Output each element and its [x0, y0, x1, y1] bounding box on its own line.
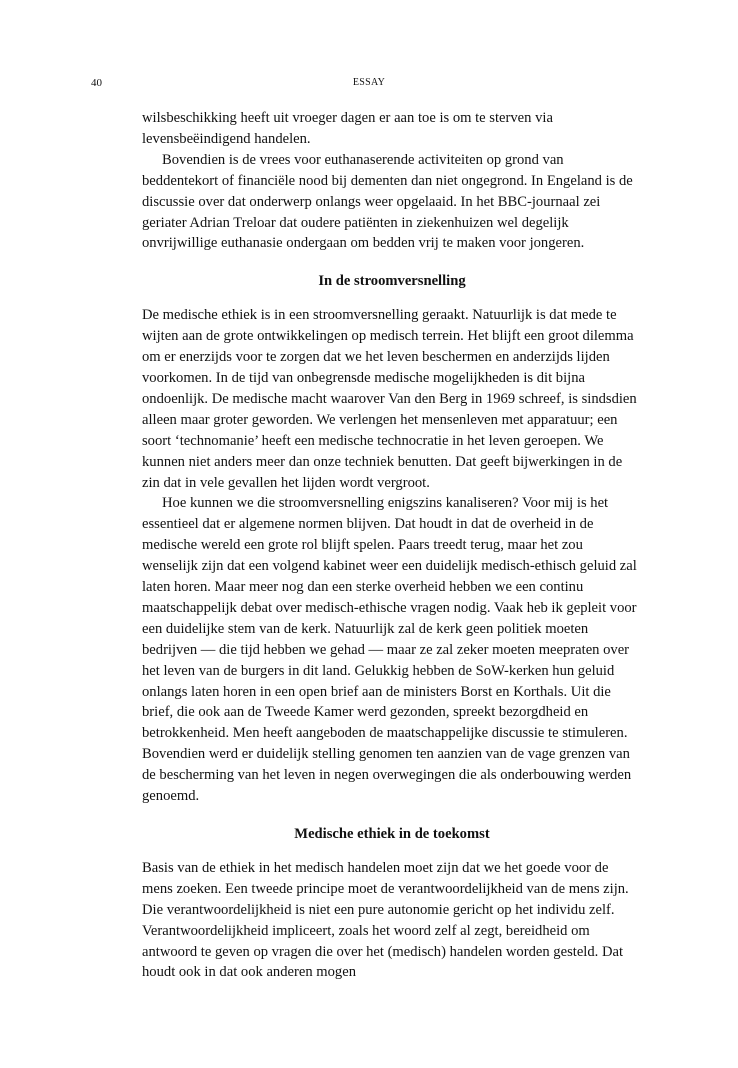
section-heading-stroomversnelling: In de stroomversnelling [318, 273, 466, 290]
paragraph: Basis van de ethiek in het medisch handelen moet zijn dat we het goede voor de mens zoeken. Een tweede principe moet de verantwoordelijkheid van de mens zijn. Die verantwoordelijkheid is niet een pure autonomie gericht op het individu zelf. Verantwoordelijkheid impliceert, zoals het woord zelf al zegt, bereidheid om antwoord te geven op vragen die over het (medisch) handelen worden gesteld. Dat houdt ook in dat ook anderen mogen [142, 859, 629, 981]
paragraph: Hoe kunnen we die stroomversnelling enigszins kanaliseren? Voor mij is het essentieel dat er algemene normen blijven. Dat houdt in dat de overheid in de medische wereld een grote rol blijft spelen. Paars treedt terug, maar het zou wenselijk zijn dat een volgend kabinet weer een duidelijk medisch-ethisch geluid zal laten horen. Maar meer nog dan een sterke overheid hebben we een continu maatschappelijk debat over medisch-ethische vragen nodig. Vaak heb ik gepleit voor een duidelijke stem van de kerk. Natuurlijk zal de kerk geen politiek moeten bedrijven — die tijd hebben we gehad — maar ze zal zeker moeten meepraten over het leven van de burgers in dit land. Gelukkig hebben de SoW-kerken hun geluid onlangs laten horen in een open brief aan de ministers Borst en Korthals. Uit die brief, die ook aan de Tweede Kamer werd gezonden, spreekt bezorgdheid en betrokkenheid. Men heeft aangeboden de maatschappelijke discussie te stimuleren. Bovendien werd er duidelijk stelling genomen ten aanzien van de vage grenzen van de bescherming van het leven in negen overwegingen die als onderbouwing werden genoemd. [142, 495, 637, 805]
paragraph-continuation: wilsbeschikking heeft uit vroeger dagen er aan toe is om te sterven via levensbeëindigend handelen. [142, 110, 553, 147]
running-head: ESSAY [352, 77, 386, 88]
page-number: 40 [91, 77, 102, 89]
paragraph: Bovendien is de vrees voor euthanaserende activiteiten op grond van beddentekort of financiële nood bij dementen dan niet ongegrond. In Engeland is de discussie over dat onderwerp onlangs weer opgelaaid. In het BBC-journaal zei geriater Adrian Treloar dat oudere patiënten in ziekenhuizen wel degelijk onvrijwillige euthanasie ondergaan om bedden vrij te maken voor jongeren. [142, 151, 633, 252]
section-heading-toekomst: Medische ethiek in de toekomst [294, 826, 490, 842]
article-body [142, 108, 642, 983]
paragraph: De medische ethiek is in een stroomversnelling geraakt. Natuurlijk is dat mede te wijten aan de grote ontwikkelingen op medisch terrein. Het blijft een groot dilemma om er enerzijds voor te zorgen dat we het leven beschermen en anderzijds lijden voorkomen. In de tijd van onbegrensde medische mogelijkheden is dit bijna ondoenlijk. De medische macht waarover Van den Berg in 1969 schreef, is sindsdien alleen maar groter geworden. We verlengen het mensenleven met apparatuur; een soort ‘technomanie’ heeft een medische technocratie in het leven geroepen. We kunnen niet anders meer dan onze techniek benutten. Dat geeft bijwerkingen in de zin dat in vele gevallen het lijden wordt vergroot. [142, 307, 637, 491]
